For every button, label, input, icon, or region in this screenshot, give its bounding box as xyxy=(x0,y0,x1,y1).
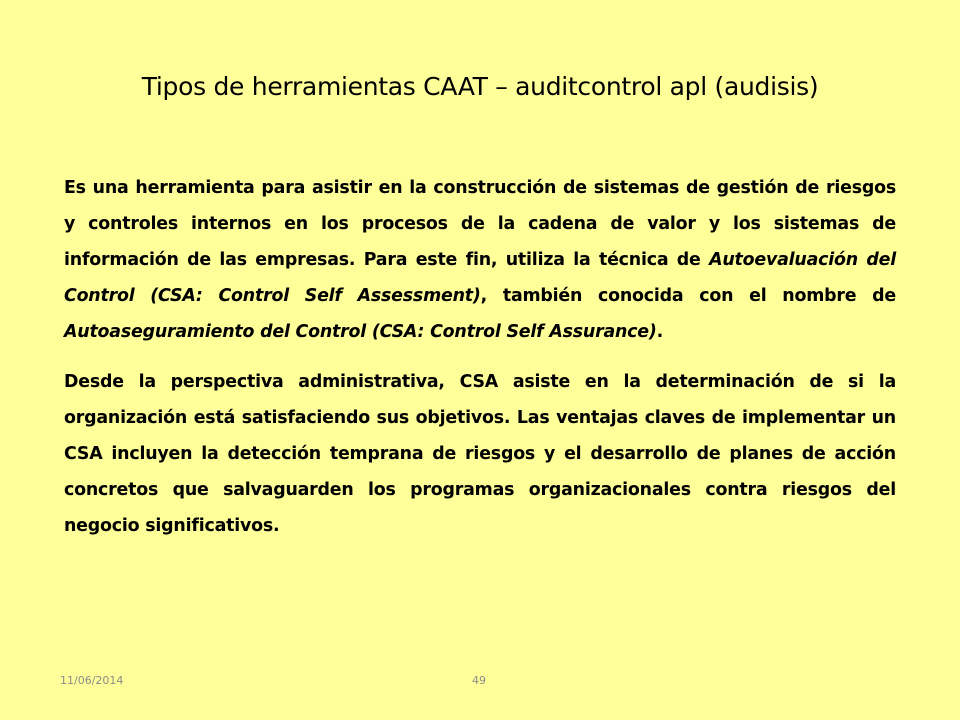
paragraph-1-segment: , también conocida con el nombre de xyxy=(480,286,896,306)
slide-body xyxy=(64,170,896,558)
paragraph-1-italic-segment: Autoaseguramiento del Control (CSA: Control Self Assurance) xyxy=(64,322,657,342)
paragraph-1-italic-segment: Autoevaluación del Control (CSA: Control Self Assessment) xyxy=(64,250,896,306)
paragraph-1 xyxy=(64,170,896,350)
paragraph-1-segment: Es una herramienta para asistir en la construcción de sistemas de gestión de riesgos y controles internos en los procesos de la cadena de valor y los sistemas de información de las empresas. Para este fin, utiliza la técnica de xyxy=(64,178,896,270)
slide-title: Tipos de herramientas CAAT – auditcontrol apl (audisis) xyxy=(141,72,819,101)
footer-date: 11/06/2014 xyxy=(60,674,124,687)
paragraph-2: Desde la perspectiva administrativa, CSA asiste en la determinación de si la organización está satisfaciendo sus objetivos. Las ventajas claves de implementar un CSA incluyen la detección temprana de riesgos y el desarrollo de planes de acción concretos que salvaguarden los programas organizacionales contra riesgos del negocio significativos. xyxy=(64,372,896,536)
footer-page-number: 49 xyxy=(472,674,486,687)
paragraph-1-segment: . xyxy=(656,322,664,342)
